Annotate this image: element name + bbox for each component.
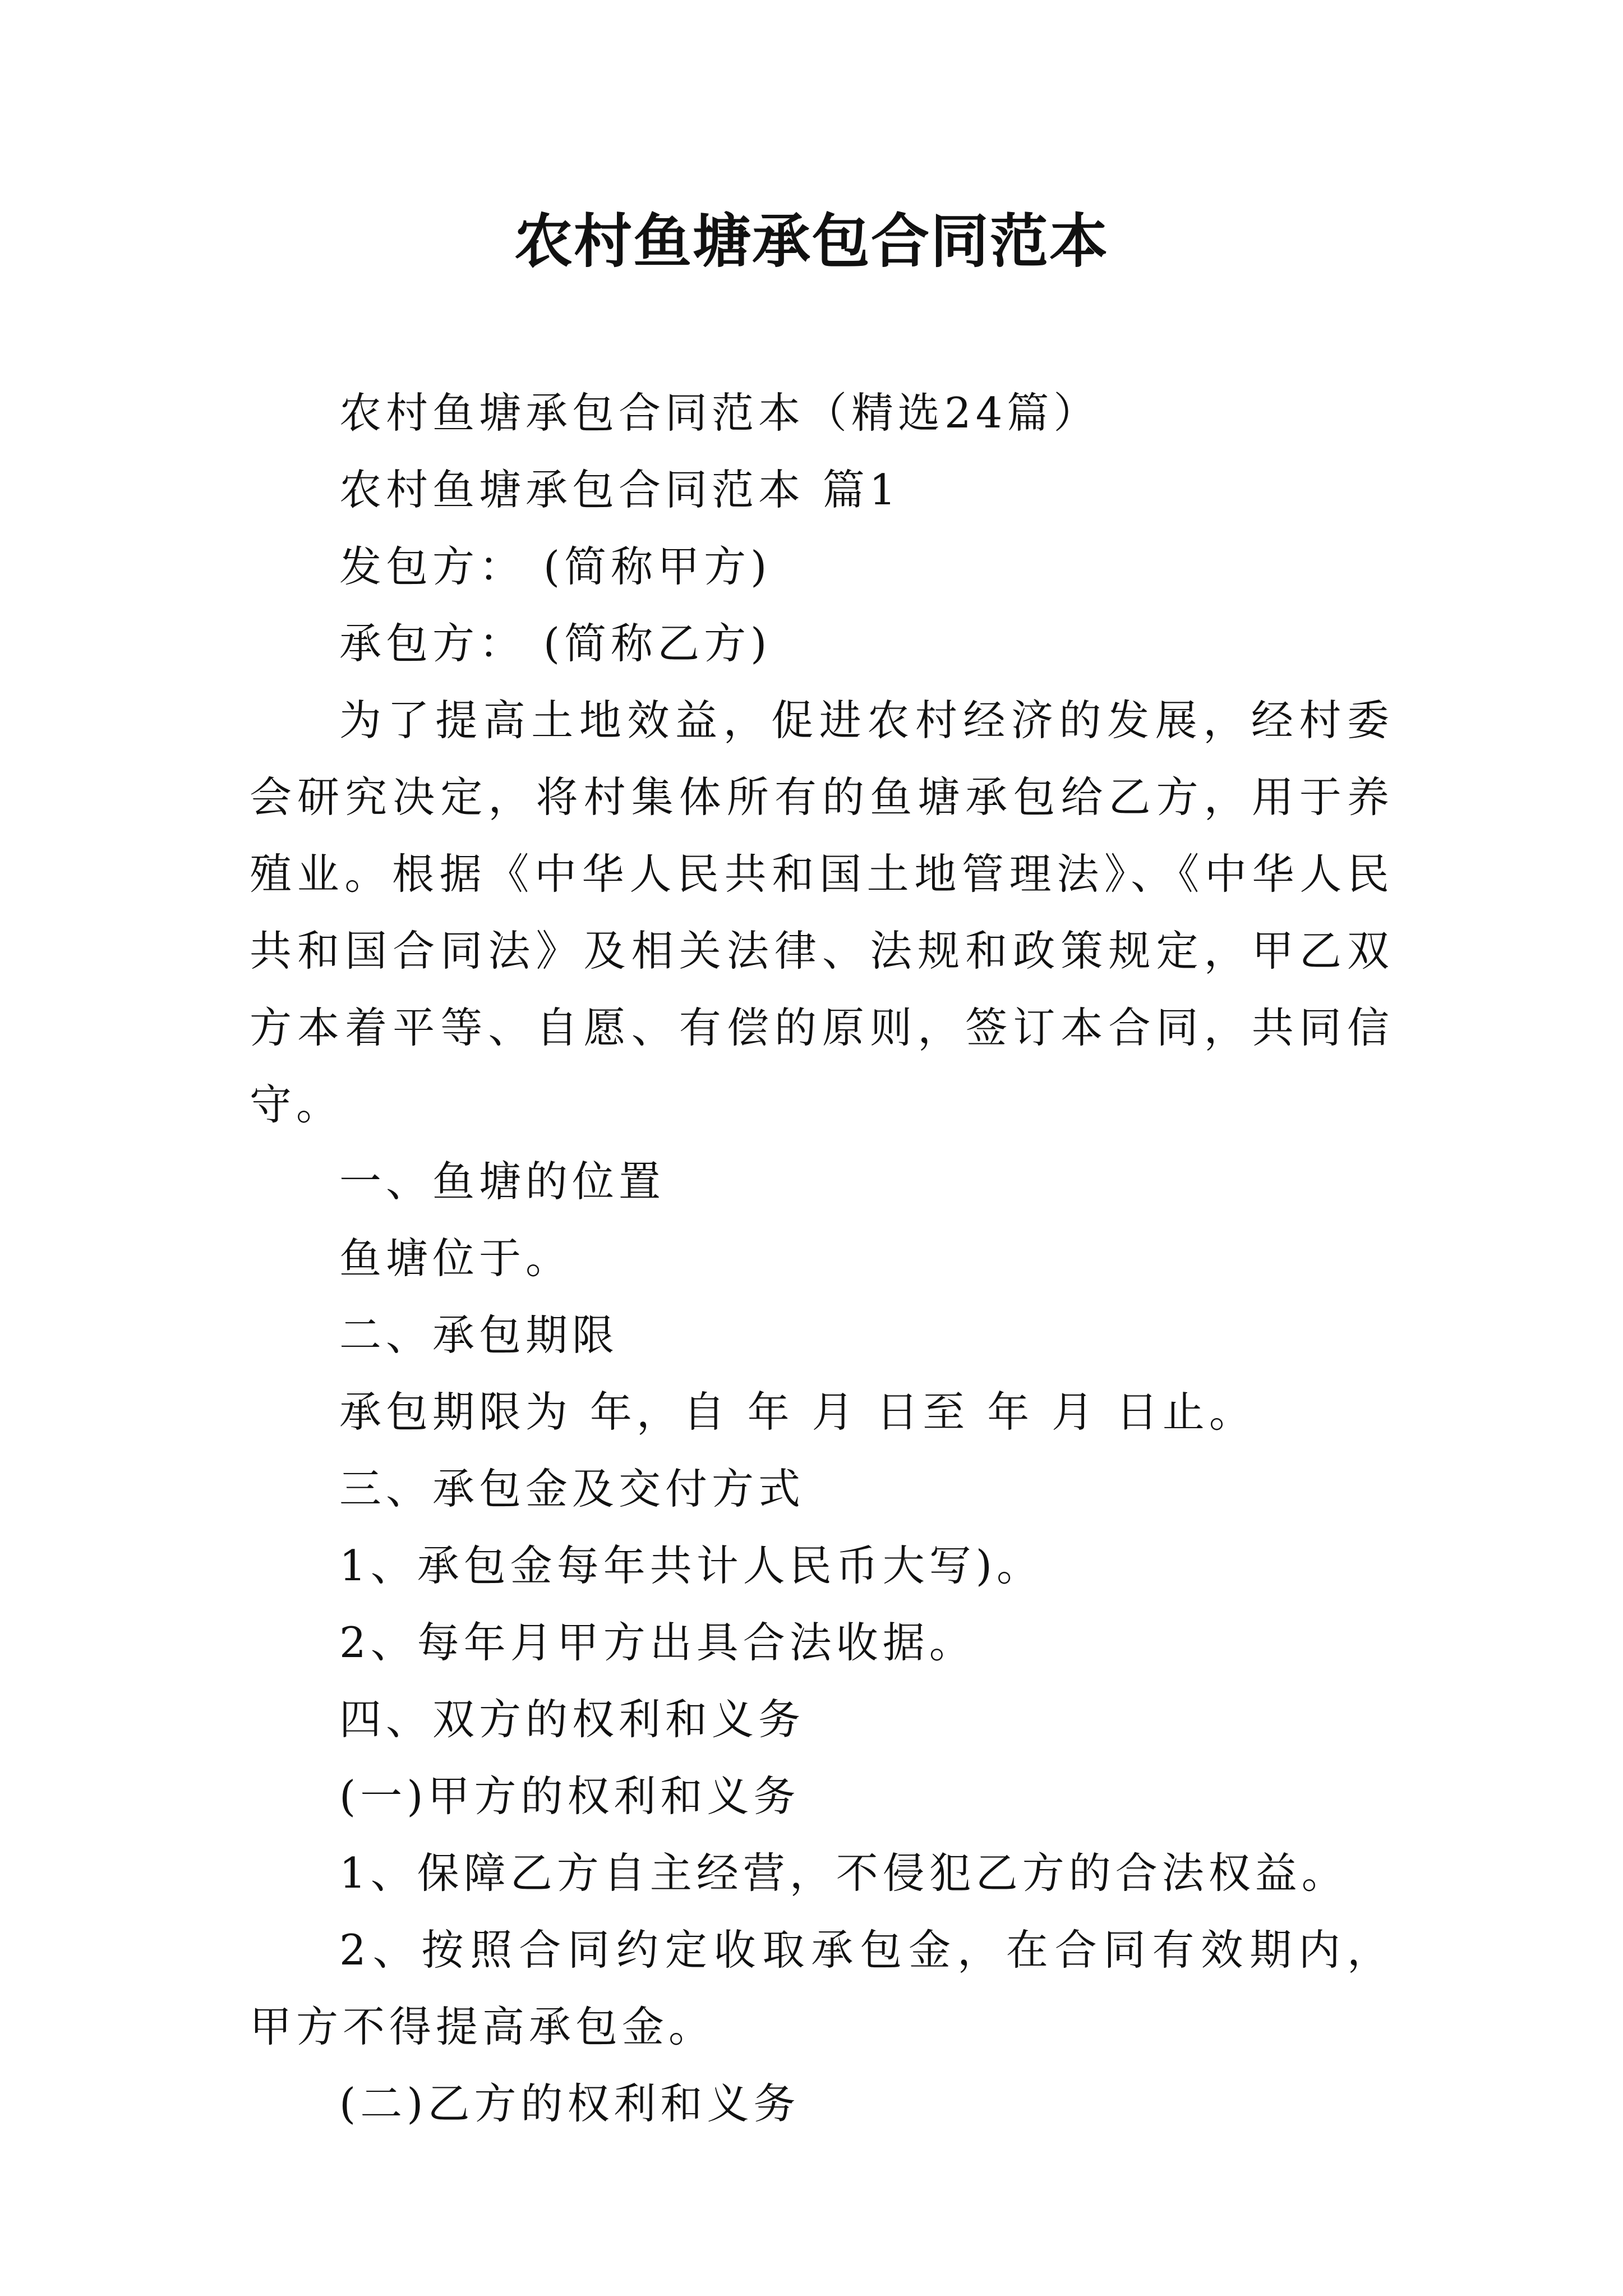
paragraph-clause-4-sub-1-item-2: 2、按照合同约定收取承包金，在合同有效期内，甲方不得提高承包金。 [250,1925,1394,2051]
paragraph-clause-1-text: 鱼塘位于。 [339,1234,573,1283]
paragraph-preamble: 为了提高土地效益，促进农村经济的发展，经村委会研究决定，将村集体所有的鱼塘承包给乙方，用于养殖业。根据《中华人民共和国土地管理法》、《中华人民共和国合同法》及相关法律、法规和政策规定，甲乙双方本着平等、自愿、有偿的原则，签订本合同，共同信守。 [250,696,1394,1129]
paragraph-section-heading: 农村鱼塘承包合同范本 篇1 [339,465,901,514]
paragraph-clause-2-heading: 二、承包期限 [339,1310,619,1360]
paragraph-clause-4-sub-2: (二)乙方的权利和义务 [339,2079,800,2128]
paragraph-party-a: 发包方： (简称甲方) [339,542,772,591]
paragraph-clause-3-heading: 三、承包金及交付方式 [339,1464,805,1513]
paragraph-clause-4-sub-1-item-1: 1、保障乙方自主经营，不侵犯乙方的合法权益。 [339,1848,1348,1898]
paragraph-clause-3-item-2: 2、每年月甲方出具合法收据。 [339,1618,976,1667]
paragraph-clause-4-sub-1: (一)甲方的权利和义务 [339,1772,800,1821]
paragraph-clause-3-item-1: 1、承包金每年共计人民币大写)。 [339,1541,1043,1590]
paragraph-subtitle: 农村鱼塘承包合同范本（精选24篇） [339,388,1100,438]
paragraph-clause-2-text: 承包期限为 年，自 年 月 日至 年 月 日止。 [339,1387,1256,1437]
document-title: 农村鱼塘承包合同范本 [514,206,1109,275]
paragraph-clause-1-heading: 一、鱼塘的位置 [339,1157,666,1206]
paragraph-party-b: 承包方： (简称乙方) [339,619,772,668]
paragraph-clause-4-heading: 四、双方的权利和义务 [339,1695,805,1744]
document-body [250,375,1394,2142]
